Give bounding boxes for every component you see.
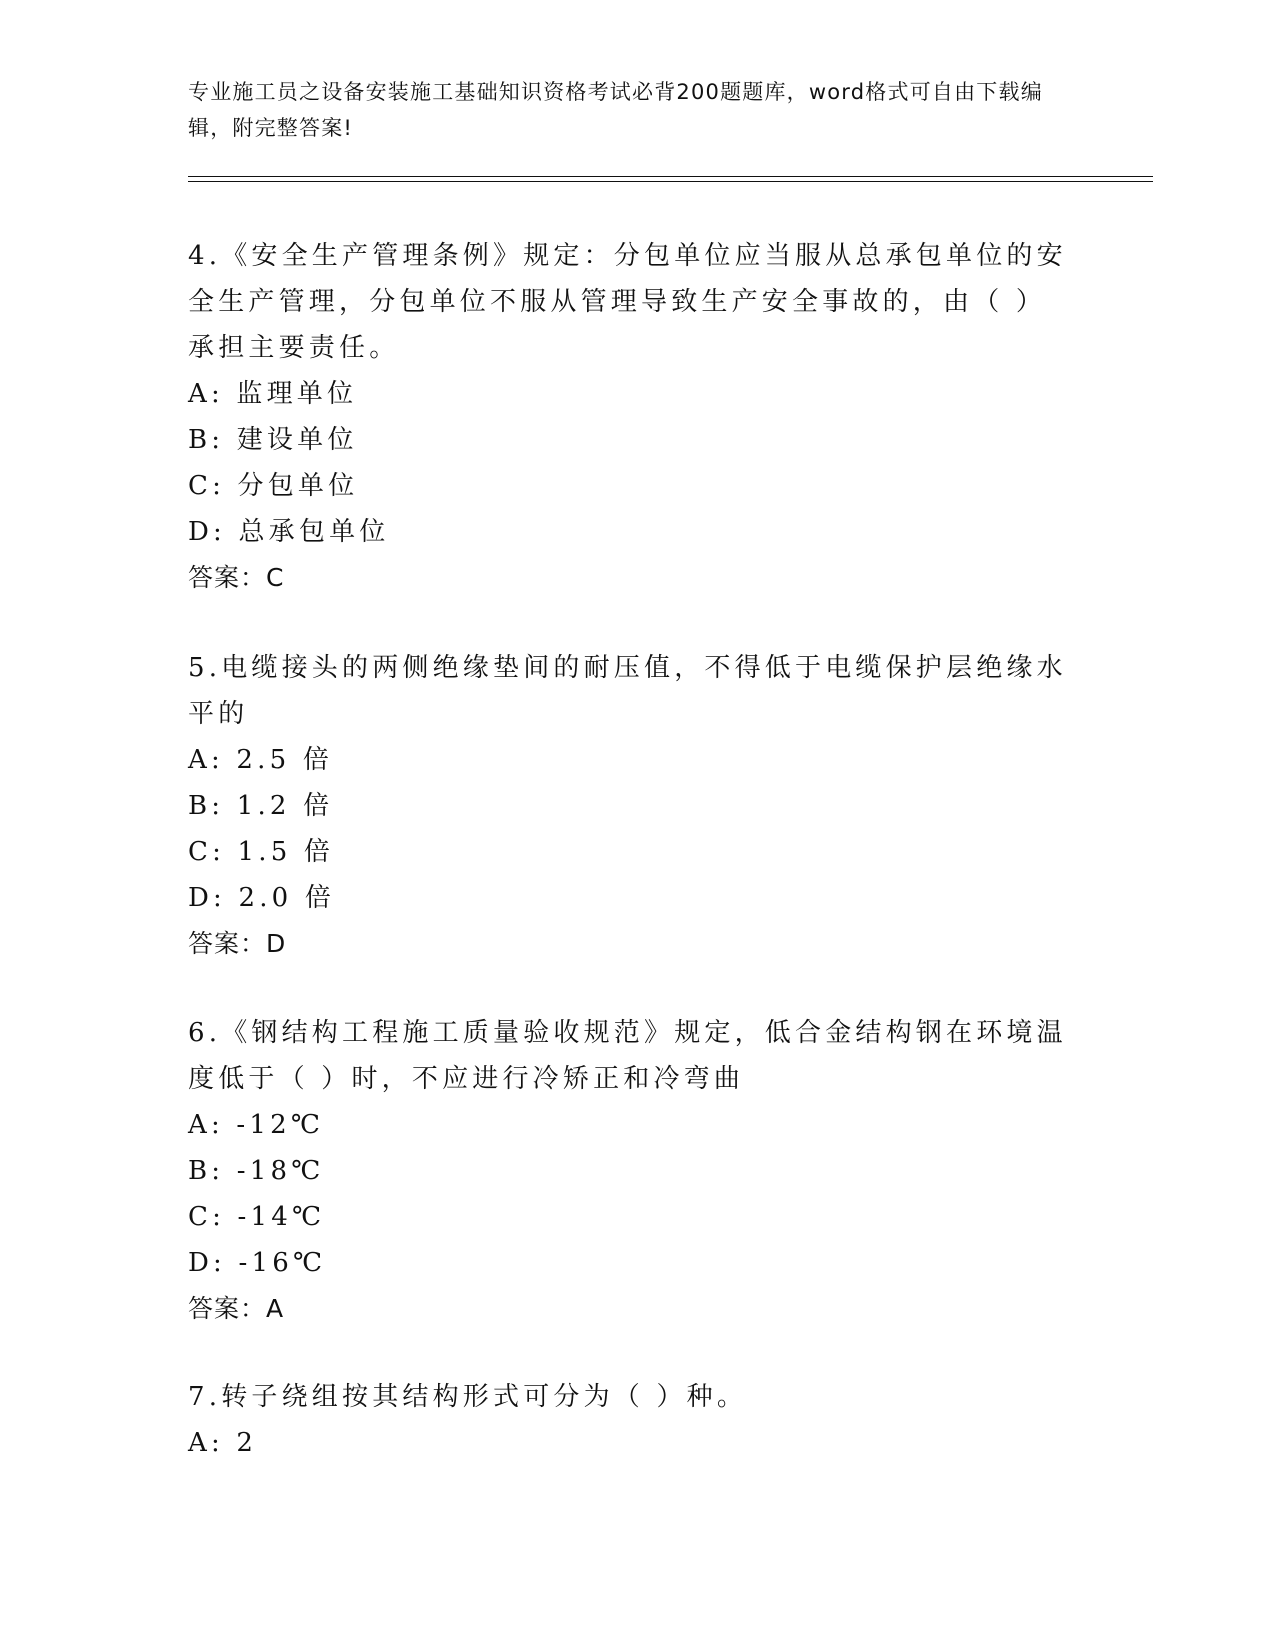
option-d: D: 总承包单位	[188, 517, 390, 547]
question-6	[188, 1010, 1068, 1332]
question-4	[188, 233, 1068, 601]
option-d: D: 2.0 倍	[188, 883, 336, 913]
answer: 答案：A	[188, 1294, 285, 1323]
option-c: C: 1.5 倍	[188, 837, 335, 867]
question-text: 6.《钢结构工程施工质量验收规范》规定，低合金结构钢在环境温度低于（ ）时，不应进行冷矫正和冷弯曲	[188, 1018, 1067, 1094]
question-text: 5.电缆接头的两侧绝缘垫间的耐压值，不得低于电缆保护层绝缘水平的	[188, 653, 1067, 729]
option-b: B: 1.2 倍	[188, 791, 334, 821]
header-divider-top	[188, 176, 1153, 177]
question-text: 7.转子绕组按其结构形式可分为（ ）种。	[188, 1382, 748, 1412]
header-divider-bottom	[188, 181, 1153, 182]
option-c: C: 分包单位	[188, 471, 359, 501]
question-5	[188, 645, 1068, 967]
option-a: A: 2.5 倍	[188, 745, 334, 775]
question-text: 4.《安全生产管理条例》规定：分包单位应当服从总承包单位的安全生产管理，分包单位不服从管理导致生产安全事故的，由（ ）承担主要责任。	[188, 241, 1067, 363]
option-c: C: -14℃	[188, 1202, 326, 1232]
document-header: 专业施工员之设备安装施工基础知识资格考试必背200题题库，word格式可自由下载编辑，附完整答案!	[188, 80, 1043, 140]
question-7	[188, 1374, 1068, 1466]
option-a: A: -12℃	[188, 1110, 325, 1140]
answer: 答案：D	[188, 929, 287, 958]
option-b: B: -18℃	[188, 1156, 325, 1186]
option-a: A: 监理单位	[188, 379, 358, 409]
option-d: D: -16℃	[188, 1248, 327, 1278]
option-a: A: 2	[188, 1428, 258, 1458]
option-b: B: 建设单位	[188, 425, 358, 455]
answer: 答案：C	[188, 563, 285, 592]
